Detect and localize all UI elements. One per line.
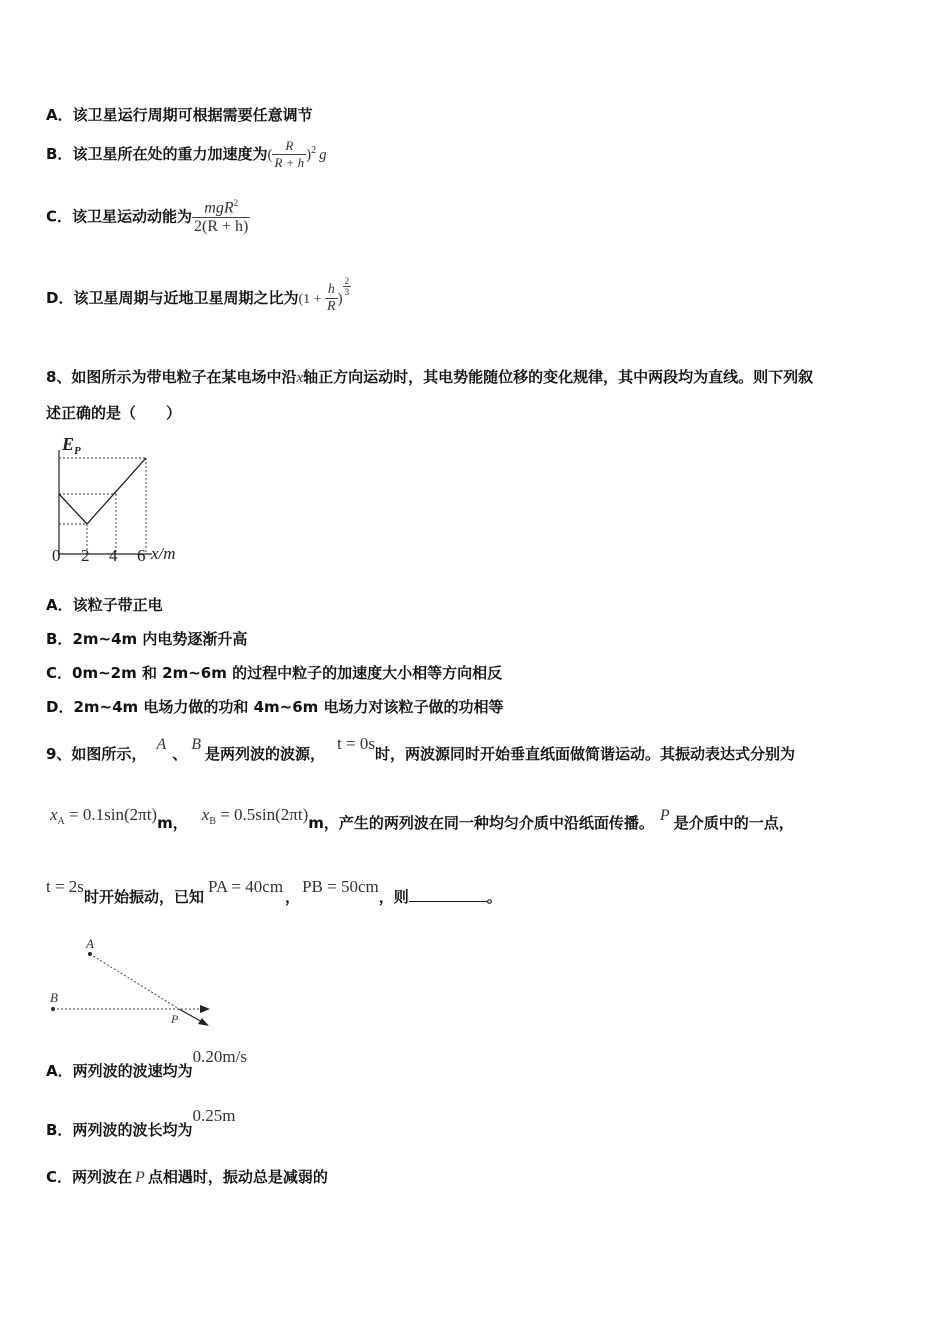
tick-2: 2 xyxy=(81,546,90,565)
xa-subscript: A xyxy=(57,816,65,827)
exponent: 2 xyxy=(311,145,317,156)
option-label: B． xyxy=(46,630,73,648)
option-text: 两列波的波长均为 xyxy=(72,1121,193,1139)
fraction xyxy=(272,138,306,171)
exp-numerator: 2 xyxy=(344,276,350,286)
option-text: 该粒子带正电 xyxy=(72,596,163,614)
stem-text: ，则 xyxy=(378,888,409,906)
option-text: 该卫星运动动能为 xyxy=(72,207,193,226)
paren-open: (1 + xyxy=(298,292,326,307)
numerator-text: mgR xyxy=(204,199,234,217)
numerator xyxy=(192,198,250,218)
option-text: 2m~4m 内电势逐渐升高 xyxy=(72,630,248,648)
variable-x: x xyxy=(296,370,304,386)
ep-x-graph xyxy=(46,432,196,568)
label-p: P xyxy=(171,1012,179,1026)
ray-a-p xyxy=(90,954,179,1009)
numerator-exponent: 2 xyxy=(233,198,239,208)
q8-stem-line1 xyxy=(46,366,813,387)
q9-option-a xyxy=(46,1046,247,1080)
stem-text: 轴正方向运动时，其电势能随位移的变化规律，其中两段均为直线。则下列叙 xyxy=(303,368,814,386)
stem-text: 9、如图所示， xyxy=(46,745,147,763)
pb-distance: PB = 50cm xyxy=(302,877,379,896)
q8-stem-line2: 述正确的是（ ） xyxy=(46,404,182,422)
q7-option-b xyxy=(46,138,327,171)
variable-p: P xyxy=(135,1169,145,1186)
denominator: R xyxy=(327,299,336,314)
denominator: R + h xyxy=(274,155,305,170)
arrow-a xyxy=(198,1018,209,1026)
option-label: D． xyxy=(46,698,74,716)
option-label: A． xyxy=(46,106,73,124)
q8-option-c xyxy=(46,662,502,683)
speed-value: 0.20m/s xyxy=(192,1047,247,1066)
option-text: 0m~2m 和 2m~6m 的过程中粒子的加速度大小相等方向相反 xyxy=(72,664,503,682)
fraction xyxy=(192,198,250,236)
xb-expression: = 0.5sin(2πt) xyxy=(215,805,309,824)
q7-option-d xyxy=(46,276,351,315)
pa-distance: PA = 40cm xyxy=(207,877,284,896)
q9-option-b xyxy=(46,1105,235,1139)
wave-source-figure xyxy=(46,934,221,1028)
separator: 、 xyxy=(172,745,188,763)
variable-p: P xyxy=(659,807,670,824)
tick-4: 4 xyxy=(109,546,118,565)
wavelength-value: 0.25m xyxy=(192,1106,236,1125)
q9-stem-line1 xyxy=(46,733,795,769)
option-text: 该卫星运行周期可根据需要任意调节 xyxy=(72,106,313,124)
q8-option-b xyxy=(46,628,247,649)
stem-text: 时开始振动，已知 xyxy=(83,888,204,906)
xb-subscript: B xyxy=(209,816,216,827)
exp-denominator: 3 xyxy=(344,287,350,297)
fraction xyxy=(325,282,338,315)
time-zero: t = 0s xyxy=(337,734,375,753)
label-b: B xyxy=(50,990,58,1005)
option-text: 该卫星所在处的重力加速度为 xyxy=(72,145,268,163)
stem-text: 是介质中的一点， xyxy=(673,814,794,832)
option-label: B． xyxy=(46,1121,73,1139)
stem-text: m，产生的两列波在同一种均匀介质中沿纸面传播。 xyxy=(308,814,654,832)
q7-option-c xyxy=(46,198,250,236)
time-two: t = 2s xyxy=(46,877,84,896)
paren-open: ( xyxy=(267,147,273,163)
x-axis-label: x/m xyxy=(151,544,176,563)
variable-b: B xyxy=(191,736,202,753)
option-label: B． xyxy=(46,145,73,163)
option-text: 2m~4m 电场力做的功和 4m~6m 电场力对该粒子做的功相等 xyxy=(73,698,504,716)
q9-stem-line3 xyxy=(46,876,502,910)
unit-text: m， xyxy=(157,814,188,832)
paren-close: ) xyxy=(306,147,312,163)
q8-option-a xyxy=(46,594,163,615)
numerator: h xyxy=(325,282,338,299)
y-axis-label: E xyxy=(62,434,75,454)
ep-curve xyxy=(59,458,146,524)
numerator: R xyxy=(272,138,306,155)
y-axis-subscript: P xyxy=(74,445,81,457)
stem-text: 时，两波源同时开始垂直纸面做简谐运动。其振动表达式分别为 xyxy=(374,745,795,763)
option-label: C． xyxy=(46,207,73,226)
gravity-symbol: g xyxy=(319,147,327,163)
tick-0: 0 xyxy=(52,546,61,565)
xb-symbol: x xyxy=(201,805,210,824)
denominator: 2(R + h) xyxy=(194,218,249,236)
tick-6: 6 xyxy=(137,546,146,565)
q9-stem-line2 xyxy=(46,804,794,838)
option-label: A． xyxy=(46,596,73,614)
q8-option-d xyxy=(46,696,504,717)
answer-blank[interactable] xyxy=(409,887,487,902)
option-text: 该卫星周期与近地卫星周期之比为 xyxy=(73,289,299,307)
separator: ， xyxy=(285,888,301,906)
fraction-exponent xyxy=(343,276,352,297)
stem-text: 8、如图所示为带电粒子在某电场中沿 xyxy=(46,368,297,386)
variable-a: A xyxy=(156,736,167,753)
xa-symbol: x xyxy=(50,805,58,824)
option-text: 两列波在 xyxy=(72,1168,133,1186)
option-text: 点相遇时，振动总是减弱的 xyxy=(147,1168,328,1186)
arrow-b xyxy=(200,1005,210,1013)
label-a: A xyxy=(86,936,94,951)
option-label: D． xyxy=(46,289,74,307)
option-label: C． xyxy=(46,664,73,682)
option-label: C． xyxy=(46,1168,73,1186)
stem-text: 。 xyxy=(486,888,502,906)
option-label: A． xyxy=(46,1062,73,1080)
stem-text: 是两列波的波源， xyxy=(205,745,326,763)
xa-expression: = 0.1sin(2πt) xyxy=(64,805,158,824)
q7-option-a xyxy=(46,104,313,125)
paren-close: ) xyxy=(337,291,343,307)
q9-option-c xyxy=(46,1166,328,1187)
option-text: 两列波的波速均为 xyxy=(72,1062,193,1080)
